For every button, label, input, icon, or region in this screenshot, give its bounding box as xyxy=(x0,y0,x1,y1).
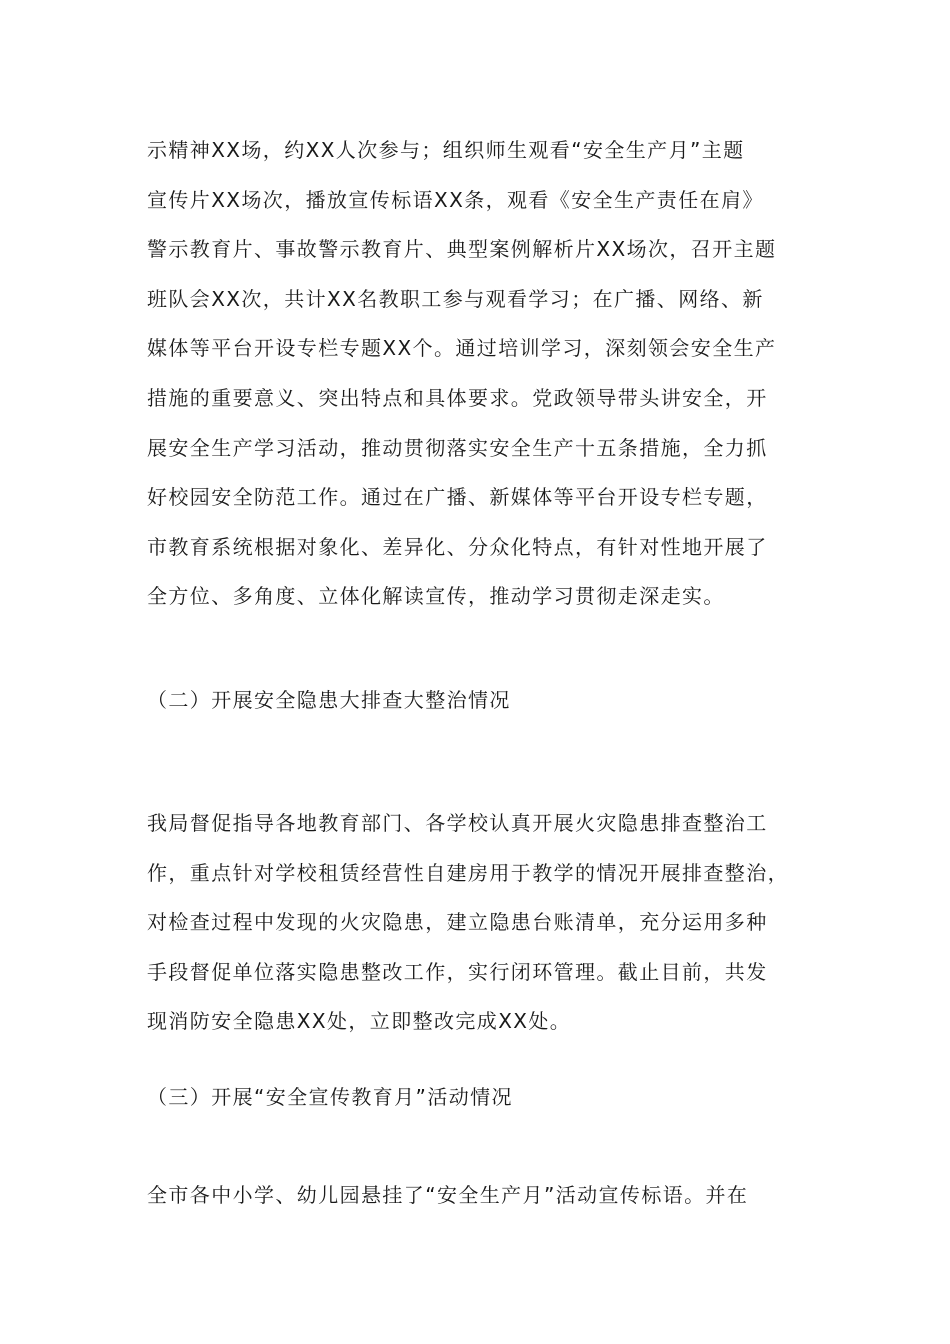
text-line: 市教育系统根据对象化、差异化、分众化特点，有针对性地开展了 xyxy=(147,534,768,559)
section-heading-3: （三）开展“安全宣传教育月”活动情况 xyxy=(147,1085,513,1109)
text-line: 警示教育片、事故警示教育片、典型案例解析片XX场次，召开主题 xyxy=(147,237,777,262)
paragraph-3 xyxy=(147,1171,827,1221)
text-line: 对检查过程中发现的火灾隐患，建立隐患台账清单，充分运用多种 xyxy=(147,910,768,935)
text-line: 措施的重要意义、突出特点和具体要求。党政领导带头讲安全，开 xyxy=(147,385,768,410)
text-line: 媒体等平台开设专栏专题XX个。通过培训学习，深刻领会安全生产 xyxy=(147,336,777,361)
text-line: 我局督促指导各地教育部门、各学校认真开展火灾隐患排查整治工 xyxy=(147,811,768,835)
text-line: 全市各中小学、幼儿园悬挂了“安全生产月”活动宣传标语。并在 xyxy=(147,1183,749,1207)
text-line: 宣传片XX场次，播放宣传标语XX条，观看《安全生产责任在肩》 xyxy=(147,187,764,212)
text-line: 手段督促单位落实隐患整改工作，实行闭环管理。截止目前，共发 xyxy=(147,959,768,984)
paragraph-1 xyxy=(147,126,827,622)
text-line: 示精神XX场，约XX人次参与；组织师生观看“安全生产月”主题 xyxy=(147,138,745,162)
text-line: 现消防安全隐患XX处，立即整改完成XX处。 xyxy=(147,1009,572,1034)
text-line: 展安全生产学习活动，推动贯彻落实安全生产十五条措施，全力抓 xyxy=(147,435,768,460)
paragraph-2 xyxy=(147,799,827,1047)
text-line: 作，重点针对学校租赁经营性自建房用于教学的情况开展排查整治， xyxy=(147,860,789,885)
section-heading-2: （二）开展安全隐患大排查大整治情况 xyxy=(147,688,511,712)
text-line: 全方位、多角度、立体化解读宣传，推动学习贯彻走深走实。 xyxy=(147,584,725,609)
text-line: 班队会XX次，共计XX名教职工参与观看学习；在广播、网络、新 xyxy=(147,286,764,311)
text-line: 好校园安全防范工作。通过在广播、新媒体等平台开设专栏专题， xyxy=(147,485,768,510)
